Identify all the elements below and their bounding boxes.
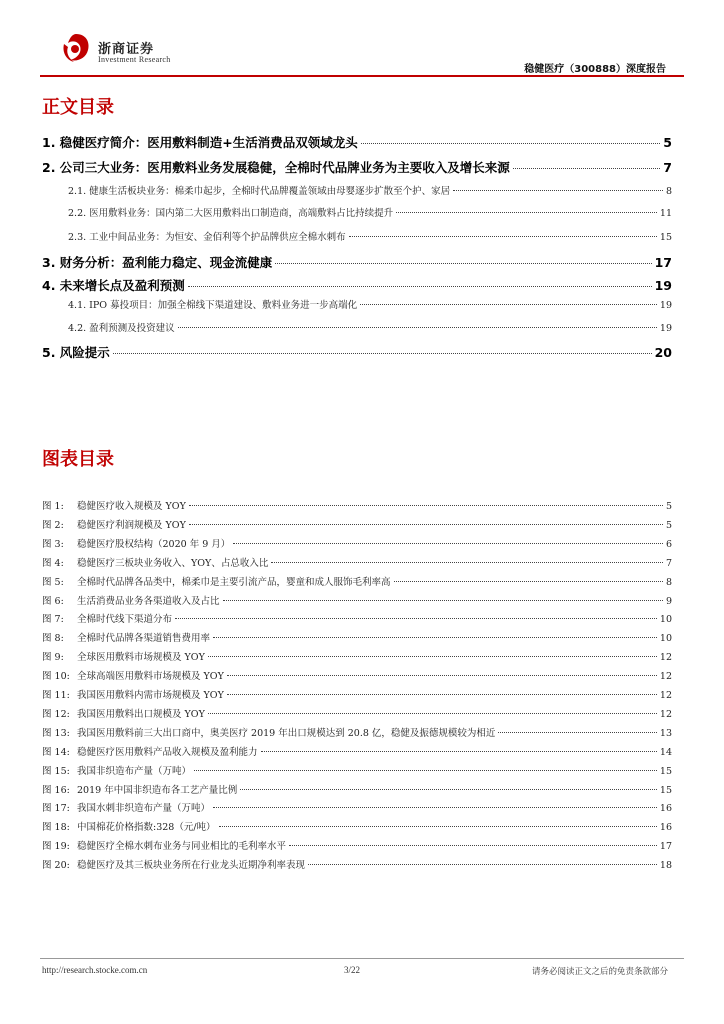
- figure-page: 16: [659, 822, 672, 834]
- figure-label: 图 19:: [42, 841, 70, 853]
- figure-title: 稳健医疗利润规模及 YOY: [77, 519, 186, 531]
- dot-leader: [178, 327, 657, 328]
- figure-title: 稳健医疗及其三板块业务所在行业龙头近期净利率表现: [77, 860, 306, 872]
- figure-page: 5: [665, 501, 672, 512]
- figure-label: 图 13:: [42, 727, 70, 739]
- figure-title: 我国水刺非织造布产量（万吨）: [77, 803, 211, 815]
- dot-leader: [188, 286, 652, 287]
- figure-label: 图 9:: [42, 652, 64, 664]
- figure-page: 10: [659, 633, 672, 645]
- figure-page: 7: [665, 557, 672, 569]
- dot-leader: [219, 826, 657, 827]
- dot-leader: [194, 770, 657, 771]
- dot-leader: [227, 675, 657, 676]
- toc-subentry[interactable]: [68, 297, 672, 311]
- dot-leader: [227, 694, 657, 695]
- figure-title: 全棉时代品牌各品类中，棉柔巾是主要引流产品，婴童和成人服饰毛利率高: [77, 576, 391, 588]
- toc-entry[interactable]: [42, 133, 672, 151]
- toc-entry-page: 8: [665, 186, 672, 197]
- report-title: 稳健医疗（300888）深度报告: [524, 64, 666, 75]
- footer-disclaimer: 请务必阅读正文之后的免责条款部分: [531, 967, 668, 977]
- figure-entry[interactable]: [42, 744, 672, 758]
- dot-leader: [261, 751, 657, 752]
- figure-entry[interactable]: [42, 555, 672, 569]
- figure-page: 8: [665, 576, 672, 588]
- toc-entry[interactable]: [42, 343, 672, 361]
- figure-label: 图 14:: [42, 746, 70, 758]
- figure-label: 图 1:: [42, 501, 64, 512]
- dot-leader: [208, 656, 657, 657]
- figure-page: 6: [665, 538, 672, 550]
- toc-entry-page: 19: [654, 278, 672, 293]
- dot-leader: [498, 732, 656, 733]
- figure-entry[interactable]: [42, 725, 672, 739]
- figure-label: 图 20:: [42, 860, 70, 872]
- figure-title: 稳健医疗收入规模及 YOY: [77, 501, 186, 512]
- dot-leader: [308, 864, 657, 865]
- figure-title: 我国非织造布产量（万吨）: [77, 765, 192, 777]
- dot-leader: [453, 190, 663, 191]
- figure-page: 12: [659, 690, 672, 701]
- toc-entry-page: 20: [654, 345, 672, 360]
- figure-label: 图 3:: [42, 538, 64, 550]
- figure-page: 9: [665, 595, 672, 607]
- toc-entry-text: 2.3. 工业中间品业务：为恒安、金佰利等个护品牌供应全棉水刺布: [68, 232, 346, 243]
- toc-entry[interactable]: [42, 276, 672, 294]
- figure-page: 12: [659, 671, 672, 683]
- figure-entry[interactable]: [42, 782, 672, 796]
- toc-entry-text: 1. 稳健医疗简介：医用敷料制造+生活消费品双领域龙头: [42, 135, 358, 150]
- figure-page: 5: [665, 519, 672, 531]
- figure-title: 我国医用敷料前三大出口商中，奥美医疗 2019 年出口规模达到 20.8 亿，稳健及振德规模较为相近: [77, 727, 496, 739]
- dot-leader: [394, 581, 663, 582]
- figure-entry[interactable]: [42, 611, 672, 625]
- toc-entry-text: 4.2. 盈利预测及投资建议: [68, 323, 175, 334]
- figure-title: 稳健医疗医用敷料产品收入规模及盈利能力: [77, 746, 258, 758]
- figure-page: 15: [659, 765, 672, 777]
- dot-leader: [271, 562, 663, 563]
- toc-entry-text: 4. 未来增长点及盈利预测: [42, 278, 185, 293]
- figure-entry[interactable]: [42, 498, 672, 512]
- dot-leader: [175, 618, 657, 619]
- toc-entry-page: 17: [654, 255, 672, 270]
- dot-leader: [361, 143, 661, 144]
- figure-page: 14: [659, 746, 672, 758]
- brand-logo-icon: [60, 32, 92, 64]
- dot-leader: [396, 212, 657, 213]
- figure-title: 稳健医疗股权结构（2020 年 9 月）: [77, 538, 231, 550]
- toc-entry-page: 11: [659, 208, 672, 219]
- toc-entry[interactable]: [42, 158, 672, 176]
- figure-page: 16: [659, 803, 672, 815]
- figure-label: 图 16:: [42, 784, 70, 796]
- figure-entry[interactable]: [42, 763, 672, 777]
- figure-label: 图 12:: [42, 708, 70, 720]
- figure-title: 稳健医疗全棉水刺布业务与同业相比的毛利率水平: [77, 841, 287, 853]
- dot-leader: [213, 637, 657, 638]
- figure-title: 全球高端医用敷料市场规模及 YOY: [77, 671, 224, 683]
- dot-leader: [289, 845, 657, 846]
- figure-entry[interactable]: [42, 668, 672, 682]
- figure-entry[interactable]: [42, 630, 672, 644]
- figure-label: 图 6:: [42, 595, 64, 607]
- dot-leader: [189, 524, 663, 525]
- toc-entry-text: 4.1. IPO 募投项目：加强全棉线下渠道建设、敷料业务进一步高端化: [68, 300, 358, 311]
- figure-entry[interactable]: [42, 649, 672, 663]
- toc-subentry[interactable]: [68, 320, 672, 334]
- figure-label: 图 10:: [42, 671, 70, 683]
- toc-entry-text: 2.2. 医用敷料业务：国内第二大医用敷料出口制造商，高端敷料占比持续提升: [68, 208, 394, 219]
- figure-title: 全球医用敷料市场规模及 YOY: [77, 652, 205, 664]
- page-number: 3/22: [344, 965, 361, 975]
- dot-leader: [213, 807, 657, 808]
- figure-title: 全棉时代品牌各渠道销售费用率: [77, 633, 211, 645]
- toc-entry-page: 19: [659, 323, 672, 334]
- toc-entry-page: 15: [659, 232, 672, 243]
- brand-subtitle: Investment Research: [98, 55, 171, 64]
- figure-entry[interactable]: [42, 536, 672, 550]
- figure-page: 17: [659, 841, 672, 853]
- figure-entry[interactable]: [42, 857, 672, 871]
- dot-leader: [275, 263, 651, 264]
- figure-entry[interactable]: [42, 593, 672, 607]
- dot-leader: [513, 168, 660, 169]
- page-header: [0, 0, 724, 80]
- figure-page: 15: [659, 784, 672, 796]
- dot-leader: [189, 505, 663, 506]
- toc-entry-page: 7: [663, 160, 672, 175]
- header-divider: [40, 75, 684, 77]
- figure-page: 10: [659, 614, 672, 626]
- toc-entry-page: 5: [663, 135, 672, 150]
- figure-label: 图 4:: [42, 557, 64, 569]
- dot-leader: [223, 600, 663, 601]
- figure-title: 稳健医疗三板块业务收入、YOY、占总收入比: [77, 557, 269, 569]
- figure-page: 12: [659, 708, 672, 720]
- figure-title: 我国医用敷料内需市场规模及 YOY: [77, 690, 224, 701]
- toc-subentry[interactable]: [68, 183, 672, 197]
- figure-entry[interactable]: [42, 819, 672, 833]
- figure-label: 图 7:: [42, 614, 64, 626]
- toc-subentry[interactable]: [68, 229, 672, 243]
- figure-entry[interactable]: [42, 706, 672, 720]
- figure-page: 18: [659, 860, 672, 872]
- dot-leader: [113, 353, 652, 354]
- figure-title: 我国医用敷料出口规模及 YOY: [77, 708, 205, 720]
- figure-label: 图 2:: [42, 519, 64, 531]
- figure-label: 图 17:: [42, 803, 70, 815]
- dot-leader: [360, 304, 657, 305]
- toc-entry-page: 19: [659, 300, 672, 311]
- figure-title: 中国棉花价格指数:328（元/吨）: [77, 822, 216, 834]
- figure-entry[interactable]: [42, 800, 672, 814]
- figure-label: 图 15:: [42, 765, 70, 777]
- figure-entry[interactable]: [42, 517, 672, 531]
- toc-entry-text: 5. 风险提示: [42, 345, 110, 360]
- dot-leader: [349, 236, 657, 237]
- figures-title: 图表目录: [42, 449, 114, 470]
- figure-title: 生活消费品业务各渠道收入及占比: [77, 595, 220, 607]
- toc-entry-text: 2. 公司三大业务：医用敷料业务发展稳健，全棉时代品牌业务为主要收入及增长来源: [42, 160, 510, 175]
- figure-entry[interactable]: [42, 838, 672, 852]
- dot-leader: [233, 543, 663, 544]
- toc-title: 正文目录: [42, 97, 114, 118]
- figure-page: 12: [659, 652, 672, 664]
- figure-label: 图 8:: [42, 633, 64, 645]
- figure-label: 图 5:: [42, 576, 64, 588]
- figure-page: 13: [659, 727, 672, 739]
- figure-entry[interactable]: [42, 687, 672, 701]
- dot-leader: [240, 789, 657, 790]
- toc-entry-text: 2.1. 健康生活板块业务：棉柔巾起步，全棉时代品牌覆盖领域由母婴逐步扩散至个护、家居: [68, 186, 451, 197]
- figure-title: 全棉时代线下渠道分布: [77, 614, 173, 626]
- footer-divider: [40, 958, 684, 959]
- figure-title: 2019 年中国非织造布各工艺产量比例: [77, 784, 238, 796]
- figure-label: 图 18:: [42, 822, 70, 834]
- toc-entry[interactable]: [42, 253, 672, 271]
- toc-subentry[interactable]: [68, 205, 672, 219]
- figure-entry[interactable]: [42, 574, 672, 588]
- brand-name: 浙商证券: [98, 42, 155, 57]
- figure-label: 图 11:: [42, 690, 70, 701]
- toc-entry-text: 3. 财务分析：盈利能力稳定、现金流健康: [42, 255, 273, 270]
- footer-url[interactable]: http://research.stocke.com.cn: [42, 965, 148, 975]
- dot-leader: [208, 713, 657, 714]
